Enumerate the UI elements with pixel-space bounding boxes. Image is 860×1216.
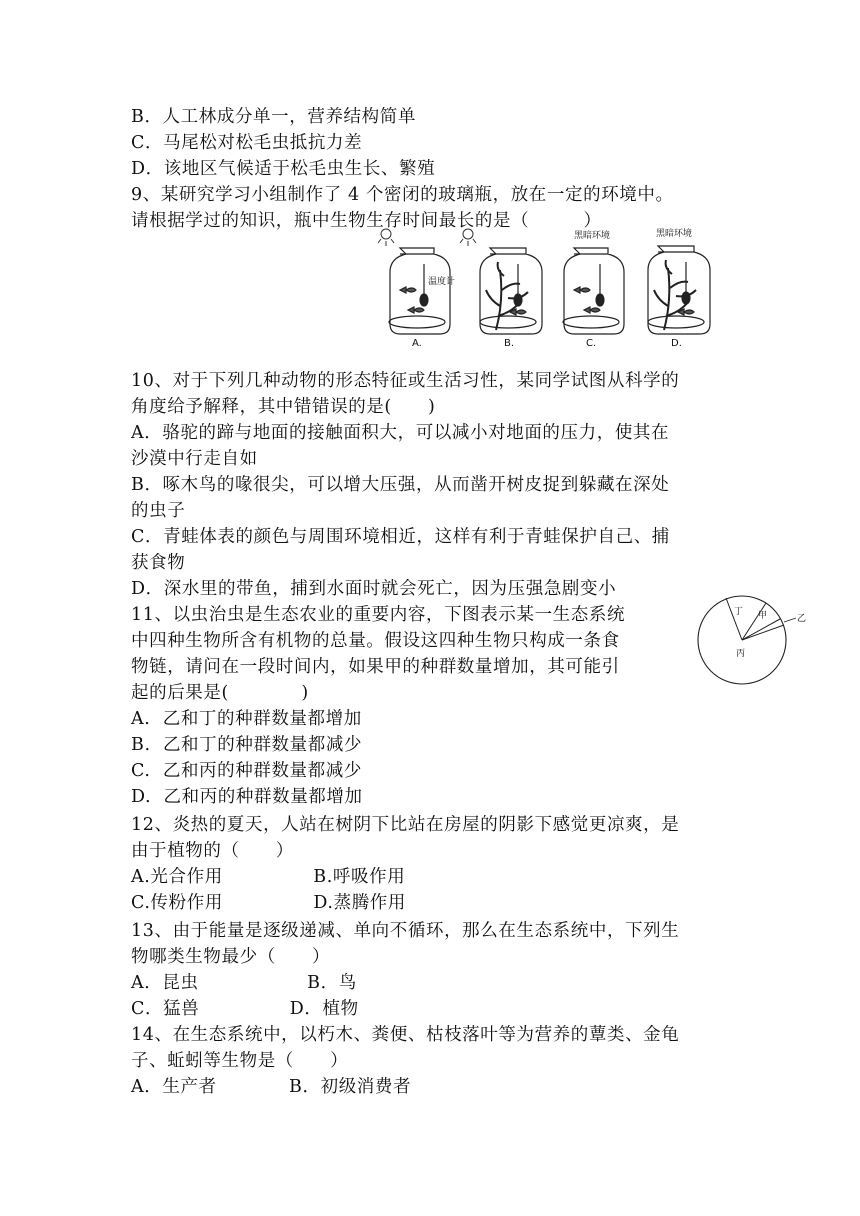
q11-option-b: B. 乙和丁的种群数量都减少	[131, 735, 363, 755]
q12-options-ab: A.光合作用 B.呼吸作用	[131, 867, 406, 887]
q8-option-d: D．该地区气候适于松毛虫生长、繁殖	[131, 159, 436, 179]
q12-options-cd: C.传粉作用 D.蒸腾作用	[131, 893, 406, 913]
q10-line-9: D．深水里的带鱼，捕到水面时就会死亡，因为压强急剧变小	[131, 579, 617, 599]
dark-env-label-c: 黑暗环境	[574, 231, 611, 241]
thermometer-label: 温度计	[428, 277, 456, 287]
q10-line-8: 获食物	[131, 553, 186, 573]
jar-a	[389, 248, 450, 334]
sun-icon	[378, 229, 394, 246]
q11-line-4: 起的后果是( )	[131, 683, 309, 703]
q11-option-c: C. 乙和丙的种群数量都减少	[131, 761, 362, 781]
q13-options-cd: C．猛兽 D．植物	[131, 999, 359, 1019]
pie-label-yi: 乙	[797, 614, 807, 624]
jar-b	[480, 248, 542, 334]
jar-c	[563, 248, 624, 334]
q11-pie-figure	[696, 592, 816, 688]
q10-line-5: B．啄木鸟的喙很尖，可以增大压强，从而凿开树皮捉到躲藏在深处	[131, 475, 670, 495]
q10-line-7: C．青蛙体表的颜色与周围环境相近，这样有利于青蛙保护自己、捕	[131, 527, 670, 547]
q10-line-1: 10、对于下列几种动物的形态特征或生活习性，某同学试图从科学的	[131, 371, 680, 391]
jar-label-c: C.	[586, 338, 597, 349]
q13-line-1: 13、由于能量是逐级递减、单向不循环，那么在生态系统中，下列生	[131, 921, 680, 941]
q12-line-2: 由于植物的（ ）	[131, 841, 294, 861]
q11-line-1: 11、以虫治虫是生态农业的重要内容，下图表示某一生态系统	[131, 605, 626, 625]
jar-label-b: B.	[504, 338, 515, 349]
q9-jar-figure	[378, 226, 718, 350]
q10-line-6: 的虫子	[131, 501, 186, 521]
q14-options-ab: A．生产者 B．初级消费者	[131, 1077, 412, 1097]
q13-options-ab: A．昆虫 B．鸟	[131, 973, 357, 993]
q11-line-2: 中四种生物所含有机物的总量。假设这四种生物只构成一条食	[131, 631, 620, 651]
q11-line-3: 物链，请问在一段时间内，如果甲的种群数量增加，其可能引	[131, 657, 620, 677]
q13-line-2: 物哪类生物最少（ ）	[131, 947, 331, 967]
dark-env-label-d: 黑暗环境	[656, 229, 693, 239]
pie-label-jia: 甲	[758, 611, 768, 621]
q8-option-c: C．马尾松对松毛虫抵抗力差	[131, 133, 363, 153]
q11-option-d: D. 乙和丙的种群数量都增加	[131, 787, 363, 807]
q14-line-2: 子、蚯蚓等生物是（ ）	[131, 1051, 349, 1071]
sun-icon	[460, 229, 476, 246]
q12-line-1: 12、炎热的夏天，人站在树阴下比站在房屋的阴影下感觉更凉爽，是	[131, 815, 680, 835]
jar-d	[648, 246, 710, 334]
q9-stem-line-2: 请根据学过的知识，瓶中生物生存时间最长的是（ ）	[131, 211, 602, 231]
q9-stem-line-1: 9、某研究学习小组制作了 4 个密闭的玻璃瓶，放在一定的环境中。	[131, 185, 674, 205]
q10-line-2: 角度给予解释，其中错错误的是( )	[131, 397, 436, 417]
pie-label-ding: 丁	[734, 607, 744, 617]
q11-option-a: A. 乙和丁的种群数量都增加	[131, 709, 362, 729]
q10-line-4: 沙漠中行走自如	[131, 449, 258, 469]
pie-label-bing: 丙	[736, 649, 746, 659]
q10-line-3: A．骆驼的蹄与地面的接触面积大，可以减小对地面的压力，使其在	[131, 423, 670, 443]
q8-option-b: B．人工林成分单一，营养结构简单	[131, 107, 416, 127]
jar-label-a: A.	[412, 338, 422, 349]
q14-line-1: 14、在生态系统中，以朽木、粪便、枯枝落叶等为营养的蕈类、金龟	[131, 1025, 680, 1045]
jar-label-d: D.	[671, 338, 682, 349]
